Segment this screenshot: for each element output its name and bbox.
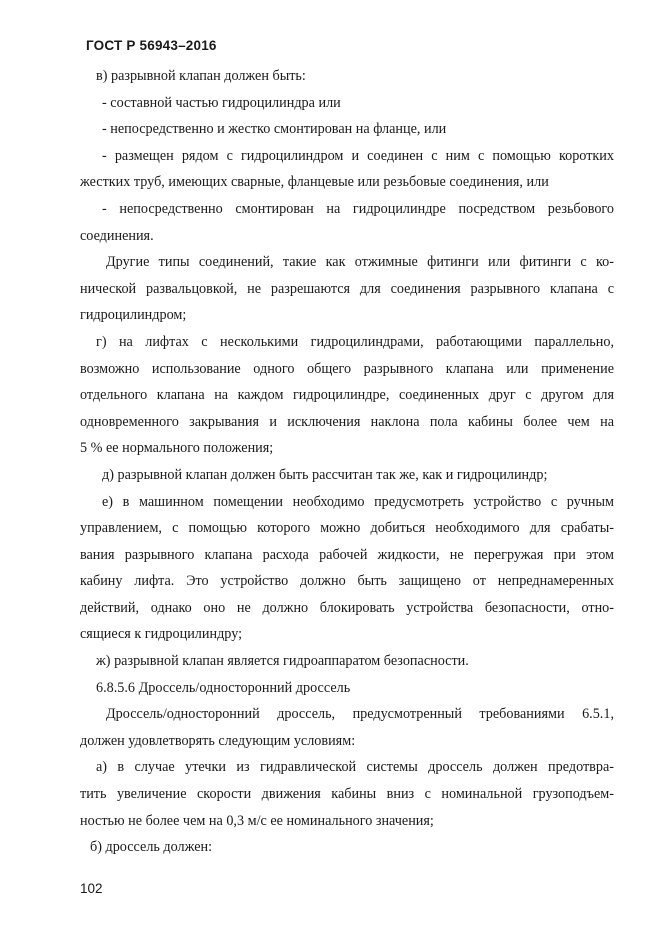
- text-line: должен удовлетворять следующим условиям:: [80, 732, 356, 749]
- text-line: одновременного закрывания и исключения наклона пола кабины более чем на: [80, 413, 614, 430]
- text-line: сящиеся к гидроцилиндру;: [80, 626, 243, 643]
- text-line: 6.8.5.6 Дроссель/односторонний дроссель: [96, 679, 351, 696]
- text-line: тить увеличение скорости движения кабины вниз с номинальной грузоподъем-: [80, 786, 614, 803]
- text-line: е) в машинном помещении необходимо предусмотреть устройство с ручным: [102, 493, 614, 510]
- text-line: - размещен рядом с гидроцилиндром и соединен с ним с помощью коротких: [102, 147, 614, 164]
- text-line: нической развальцовкой, не разрешаются для соединения разрывного клапана с: [80, 280, 614, 297]
- text-line: ж) разрывной клапан является гидроаппаратом безопасности.: [96, 653, 469, 670]
- text-line: 5 % ее нормального положения;: [80, 440, 274, 457]
- text-line: ностью не более чем на 0,3 м/с ее номинального значения;: [80, 812, 434, 829]
- text-line: - непосредственно и жестко смонтирован на фланце, или: [102, 121, 447, 138]
- text-line: Другие типы соединений, такие как отжимные фитинги или фитинги с ко-: [106, 254, 614, 271]
- text-line: действий, однако оно не должно блокировать устройства безопасности, отно-: [80, 599, 614, 616]
- text-line: а) в случае утечки из гидравлической системы дроссель должен предотвра-: [96, 759, 614, 776]
- text-line: соединения.: [80, 227, 154, 244]
- text-line: жестких труб, имеющих сварные, фланцевые или резьбовые соединения, или: [80, 174, 549, 191]
- text-line: - непосредственно смонтирован на гидроцилиндре посредством резьбового: [102, 200, 614, 217]
- document-body: [80, 63, 614, 861]
- text-line: б) дроссель должен:: [90, 839, 213, 856]
- text-line: отдельного клапана на каждом гидроцилиндре, соединенных друг с другом для: [80, 387, 614, 404]
- text-line: Дроссель/односторонний дроссель, предусмотренный требованиями 6.5.1,: [106, 706, 614, 723]
- text-line: г) на лифтах с несколькими гидроцилиндрами, работающими параллельно,: [96, 333, 614, 350]
- document-code-header: ГОСТ Р 56943–2016: [86, 38, 217, 53]
- text-line: д) разрывной клапан должен быть рассчитан так же, как и гидроцилиндр;: [102, 466, 548, 483]
- text-line: - составной частью гидроцилиндра или: [102, 94, 341, 111]
- text-line: в) разрывной клапан должен быть:: [96, 68, 306, 84]
- text-line: возможно использование одного общего разрывного клапана или применение: [80, 360, 614, 377]
- page-number: 102: [80, 881, 103, 896]
- text-line: управлением, с помощью которого можно добиться необходимого для срабаты-: [80, 520, 614, 537]
- text-line: вания разрывного клапана расхода рабочей жидкости, не перегружая при этом: [80, 546, 614, 563]
- text-line: кабину лифта. Это устройство должно быть защищено от непреднамеренных: [80, 573, 614, 590]
- text-line: гидроцилиндром;: [80, 307, 187, 324]
